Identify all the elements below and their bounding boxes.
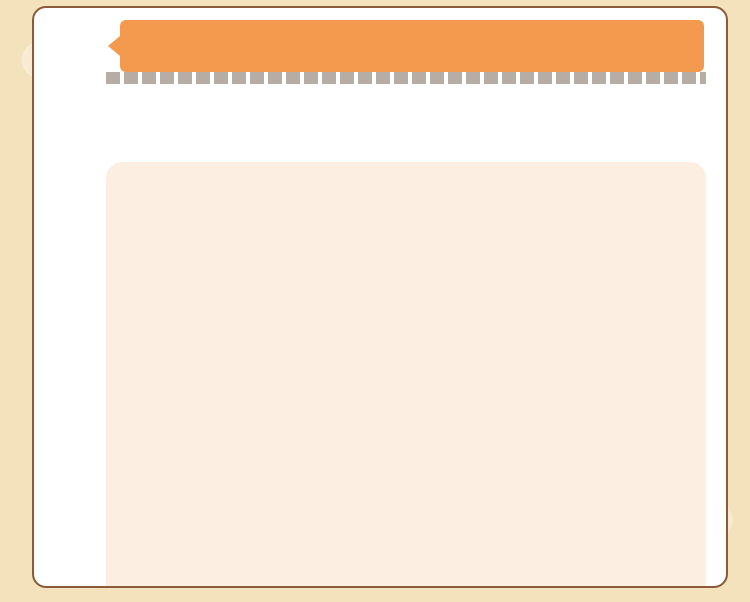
page-frame bbox=[32, 6, 728, 588]
story-box bbox=[106, 162, 706, 588]
intro-text bbox=[106, 116, 706, 144]
cropped-text-strip bbox=[106, 72, 706, 84]
section-banner bbox=[120, 20, 704, 72]
cropped-text-line bbox=[106, 72, 706, 84]
